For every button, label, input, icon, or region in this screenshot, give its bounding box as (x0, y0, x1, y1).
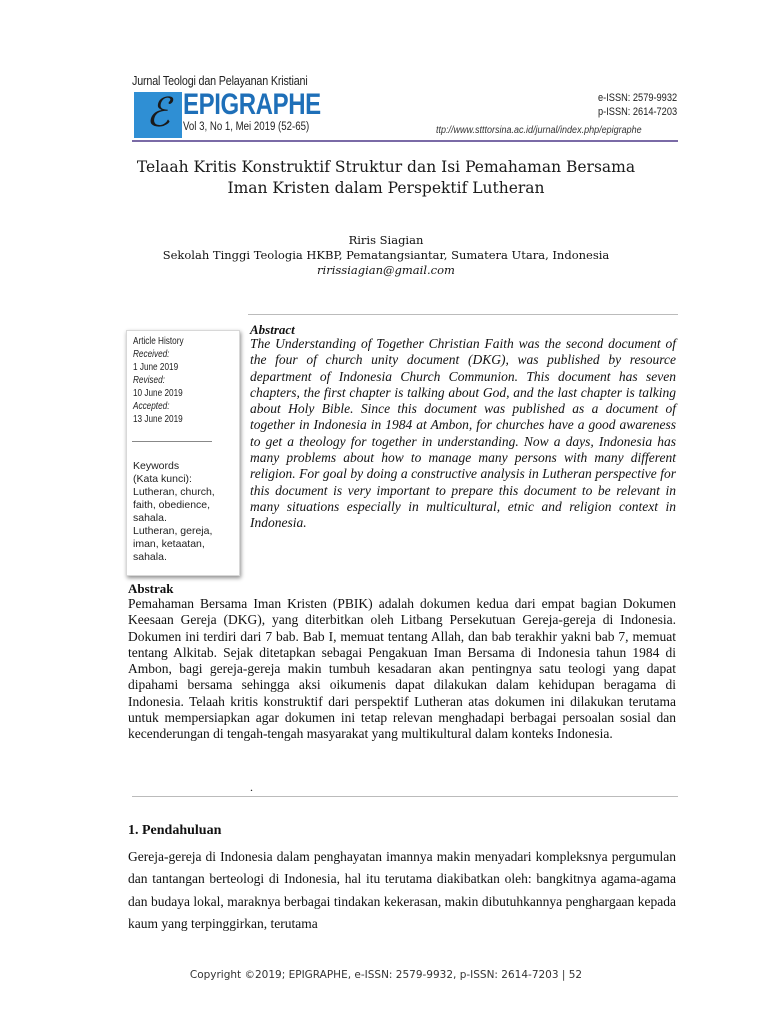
keywords-en: Lutheran, church, faith, obedience, sahala. (133, 486, 215, 524)
keywords-block (133, 460, 233, 564)
header-divider (132, 140, 678, 142)
title-line-1: Telaah Kritis Konstruktif Struktur dan Isi Pemahaman Bersama (136, 158, 636, 176)
accepted-date: 13 June 2019 (133, 414, 183, 425)
article-title (80, 157, 692, 199)
p-issn: p-ISSN: 2614-7203 (598, 106, 678, 118)
abstract-heading: Abstract (250, 322, 295, 337)
sidebar-divider (132, 441, 212, 442)
journal-brand: EPIGRAPHE (183, 88, 321, 121)
author-name: Riris Siagian (348, 233, 424, 247)
keywords-label: Keywords (133, 460, 180, 472)
section-body: Gereja-gereja di Indonesia dalam penghayatan imannya makin menyadari kompleksnya pergumulan dan tantangan berteologi di Indonesia, hal itu terutama diakibatkan oleh: bangkitnya agama-agama dan budaya lokal, maraknya berbagai tindakan kekerasan, makin dibutuhkannya penghargaan kepada kaum yang terpinggirkan, terutama (128, 849, 676, 931)
revised-date: 10 June 2019 (133, 388, 183, 399)
received-date: 1 June 2019 (133, 362, 179, 373)
page-footer: Copyright ©2019; EPIGRAPHE, e-ISSN: 2579-9932, p-ISSN: 2614-7203 | 52 (189, 969, 583, 981)
divider (248, 314, 678, 315)
section-heading: 1. Pendahuluan (128, 823, 222, 838)
trailing-dot: . (250, 780, 253, 794)
volume-info: Vol 3, No 1, Mei 2019 (52-65) (183, 121, 310, 133)
received-label: Received: (133, 349, 170, 360)
revised-label: Revised: (133, 375, 165, 386)
journal-name: Jurnal Teologi dan Pelayanan Kristiani (132, 74, 308, 88)
e-issn: e-ISSN: 2579-9932 (598, 92, 678, 104)
abstract-body: The Understanding of Together Christian Faith was the second document of the four of church unity document (DKG), was published by resource department of Indonesia Church Communion. This document has seven chapters, the first chapter is talking about God, and the last chapter is talking about Holy Bible. Since this document was published as a document of together in Indonesia in 1984 at Ambon, for churches have a good awareness to get a theology for together in understanding. Now a days, Indonesia has many problems about how to manage many persons with many different religion. For goal by doing a constructive analysis in Lutheran perspective for this document is very important to prepare this document to be relevant in many situations especially in multicultural, etnic and religion context in Indonesia. (250, 336, 676, 531)
accepted-label: Accepted: (133, 401, 170, 412)
abstrak-body: Pemahaman Bersama Iman Kristen (PBIK) adalah dokumen kedua dari empat bagian Dokumen Keesaan Gereja (DKG), yang diterbitkan oleh Litbang Persekutuan Gereja-gereja di Indonesia. Dokumen ini terdiri dari 7 bab. Bab I, memuat tentang Allah, dan bab terakhir yakni bab 7, memuat tentang Alkitab. Sejak ditetapkan sebagai Pengakuan Iman Bersama di Indonesia tahun 1984 di Ambon, bagi gereja-gereja makin tumbuh kesadaran akan pentingnya satu teologi yang dapat dipahami bersama sehingga aksi oikumenis dapat dilakukan dalam kehidupan beragama di Indonesia. Telaah kritis konstruktif dari perspektif Lutheran atas dokumen ini dilakukan terutama untuk mempersiapkan agar dokumen ini tetap relevan menghadapi berbagai persoalan sosial dan kecenderungan di tengah-tengah masyarakat yang multikultural dalam konteks Indonesia. (128, 596, 676, 742)
title-line-2: Iman Kristen dalam Perspektif Lutheran (227, 179, 545, 197)
divider (132, 796, 678, 797)
abstrak-heading: Abstrak (128, 581, 174, 596)
author-email[interactable]: ririssiagian@gmail.com (317, 263, 455, 277)
journal-url[interactable]: ttp://www.stttorsina.ac.id/jurnal/index.php/epigraphe (436, 125, 642, 136)
author-affiliation: Sekolah Tinggi Teologia HKBP, Pematangsiantar, Sumatera Utara, Indonesia (162, 248, 610, 262)
keywords-id: Lutheran, gereja, iman, ketaatan, sahala. (133, 525, 213, 563)
kata-kunci-label: (Kata kunci): (133, 473, 192, 485)
logo-glyph: ℰ (145, 90, 171, 136)
article-history-label: Article History (133, 336, 184, 347)
